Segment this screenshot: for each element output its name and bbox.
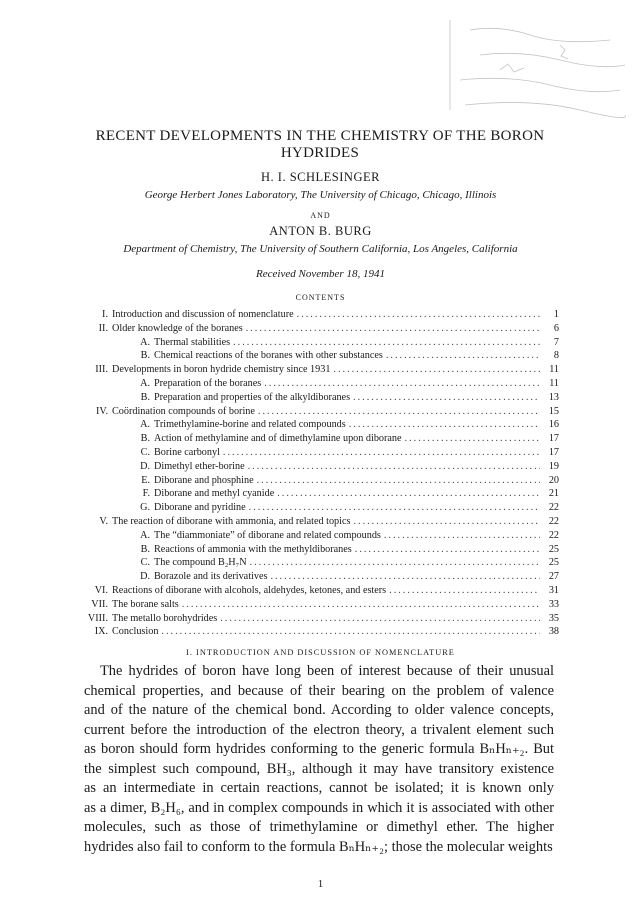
toc-leader-dots bbox=[250, 557, 540, 568]
toc-page-number: 1 bbox=[553, 309, 559, 320]
toc-leader-dots bbox=[384, 530, 540, 541]
toc-leader-dots bbox=[405, 433, 540, 444]
toc-entry-title: Older knowledge of the boranes bbox=[112, 322, 243, 334]
toc-entry-title: Preparation of the boranes bbox=[154, 377, 262, 389]
toc-entry bbox=[84, 419, 559, 433]
toc-leader-dots bbox=[248, 461, 540, 472]
toc-subsection-letter: A. bbox=[140, 377, 150, 389]
body-line: molecules, such as those of trimethylamine or dimethyl ether. The higher bbox=[84, 819, 554, 835]
toc-entry-title: The “diammoniate” of diborane and related compounds bbox=[154, 529, 381, 541]
body-line: as an intermediate in certain reactions, cannot be isolated; it is known only bbox=[84, 780, 554, 796]
toc-entry bbox=[84, 626, 559, 640]
toc-subsection-letter: A. bbox=[140, 529, 150, 541]
toc-entry-title: Trimethylamine-borine and related compounds bbox=[154, 419, 346, 431]
toc-subsection-letter: G. bbox=[140, 502, 150, 514]
body-line: as boron should form hydrides conforming to the generic formula BₙHₙ₊₂. But bbox=[84, 741, 554, 757]
toc-page-number: 27 bbox=[548, 571, 559, 583]
toc-leader-dots bbox=[246, 323, 540, 334]
toc-entry-title: Action of methylamine and of dimethylamine upon diborane bbox=[154, 433, 402, 445]
toc-entry bbox=[84, 350, 559, 364]
body-line: the simplest such compound, BH₃, although it may have transitory existence bbox=[84, 760, 554, 777]
toc-section-number: VII. bbox=[91, 598, 108, 610]
toc-entry-title: Borine carbonyl bbox=[154, 446, 220, 458]
body-line: hydrides also fail to conform to the formula BₙHₙ₊₂; those the molecular weights bbox=[84, 838, 553, 855]
toc-leader-dots bbox=[161, 626, 540, 637]
toc-entry-title: The compound B₂H₇N bbox=[154, 557, 247, 569]
toc-page-number: 33 bbox=[548, 598, 559, 610]
toc-entry-title: Coördination compounds of borine bbox=[112, 405, 255, 417]
toc-entry bbox=[84, 406, 559, 420]
toc-entry bbox=[84, 461, 559, 475]
toc-section-number: V. bbox=[99, 515, 108, 527]
toc-section-number: IV. bbox=[96, 405, 108, 417]
toc-page-number: 13 bbox=[548, 391, 559, 403]
toc-leader-dots bbox=[333, 364, 540, 375]
toc-page-number: 20 bbox=[548, 474, 559, 486]
author-2: ANTON B. BURG bbox=[269, 224, 372, 238]
toc-entry-title: Chemical reactions of the boranes with other substances bbox=[154, 350, 383, 362]
toc-page-number: 22 bbox=[548, 529, 559, 541]
toc-subsection-letter: C. bbox=[140, 446, 150, 458]
section-heading: I. INTRODUCTION AND DISCUSSION OF NOMENCLATURE bbox=[186, 648, 455, 657]
toc-entry bbox=[84, 392, 559, 406]
toc-entry bbox=[84, 433, 559, 447]
author-1: H. I. SCHLESINGER bbox=[261, 170, 380, 184]
toc-entry bbox=[84, 323, 559, 337]
toc-entry-title: Thermal stabilities bbox=[154, 336, 231, 348]
title-line-2: HYDRIDES bbox=[280, 145, 360, 161]
body-line: chemical properties, and because of their bearing on the problem of valence bbox=[84, 682, 554, 699]
toc-leader-dots bbox=[223, 447, 540, 458]
toc-page-number: 16 bbox=[548, 419, 559, 431]
toc-entry bbox=[84, 544, 559, 558]
toc-entry bbox=[84, 585, 559, 599]
body-line: and of the nature of the chemical bond. According to older valence concepts, bbox=[84, 702, 554, 718]
toc-leader-dots bbox=[386, 350, 540, 361]
toc-subsection-letter: B. bbox=[140, 391, 150, 403]
toc-entry-title: Dimethyl ether-borine bbox=[154, 460, 245, 472]
body-line: The hydrides of boron have long been of interest because of their unusual bbox=[100, 663, 554, 679]
toc-page-number: 25 bbox=[548, 543, 559, 555]
toc-entry-title: The reaction of diborane with ammonia, and related topics bbox=[112, 515, 351, 527]
page-number: 1 bbox=[317, 878, 324, 890]
toc-subsection-letter: B. bbox=[140, 433, 150, 445]
toc-page-number: 35 bbox=[548, 612, 559, 624]
toc-page-number: 17 bbox=[548, 433, 559, 445]
toc-page-number: 8 bbox=[553, 350, 559, 362]
toc-page-number: 31 bbox=[548, 584, 559, 596]
toc-leader-dots bbox=[353, 516, 540, 527]
toc-entry bbox=[84, 309, 559, 323]
toc-page-number: 17 bbox=[548, 446, 559, 458]
toc-section-number: I. bbox=[102, 309, 108, 320]
toc-page-number: 22 bbox=[548, 515, 559, 527]
body-paragraph bbox=[84, 662, 554, 857]
toc-leader-dots bbox=[270, 571, 540, 582]
toc-page-number: 6 bbox=[553, 322, 559, 334]
toc-page-number: 22 bbox=[548, 502, 559, 514]
toc-entry-title: Reactions of diborane with alcohols, aldehydes, ketones, and esters bbox=[112, 584, 387, 596]
toc-subsection-letter: A. bbox=[140, 419, 150, 431]
toc-entry bbox=[84, 378, 559, 392]
toc-entry-title: Developments in boron hydride chemistry since 1931 bbox=[112, 364, 331, 376]
toc-leader-dots bbox=[233, 337, 540, 348]
toc-entry bbox=[84, 530, 559, 544]
toc-section-number: VIII. bbox=[87, 612, 108, 624]
toc-entry bbox=[84, 447, 559, 461]
toc-entry-title: Diborane and pyridine bbox=[154, 502, 246, 514]
toc-entry-title: Diborane and methyl cyanide bbox=[154, 488, 275, 500]
toc-entry-title: Reactions of ammonia with the methyldiboranes bbox=[154, 543, 352, 555]
toc-section-number: IX. bbox=[94, 626, 108, 638]
author-conjunction: AND bbox=[310, 211, 331, 220]
toc-subsection-letter: F. bbox=[142, 488, 150, 500]
toc-leader-dots bbox=[297, 309, 540, 320]
toc-leader-dots bbox=[264, 378, 540, 389]
toc-entry bbox=[84, 364, 559, 378]
toc-leader-dots bbox=[257, 475, 540, 486]
affiliation-1: George Herbert Jones Laboratory, The University of Chicago, Chicago, Illinois bbox=[144, 189, 497, 201]
toc-subsection-letter: C. bbox=[140, 557, 150, 569]
toc-section-number: III. bbox=[95, 364, 108, 376]
toc-page-number: 38 bbox=[548, 626, 559, 638]
library-stamp-icon bbox=[440, 10, 630, 130]
toc-entry-title: Conclusion bbox=[112, 626, 159, 638]
toc-page-number: 11 bbox=[549, 364, 559, 376]
received-date: Received November 18, 1941 bbox=[256, 268, 385, 280]
toc-subsection-letter: D. bbox=[140, 460, 150, 472]
toc-leader-dots bbox=[353, 392, 540, 403]
toc-subsection-letter: A. bbox=[140, 336, 150, 348]
toc-section-number: VI. bbox=[94, 584, 108, 596]
toc-entry bbox=[84, 599, 559, 613]
toc-entry-title: Preparation and properties of the alkyldiboranes bbox=[154, 391, 351, 403]
toc-entry bbox=[84, 502, 559, 516]
toc-leader-dots bbox=[258, 406, 540, 417]
toc-entry-title: Diborane and phosphine bbox=[154, 474, 254, 486]
toc-entry bbox=[84, 488, 559, 502]
toc-page-number: 15 bbox=[548, 405, 559, 417]
toc-leader-dots bbox=[277, 488, 540, 499]
toc-subsection-letter: B. bbox=[140, 543, 150, 555]
toc-entry bbox=[84, 613, 559, 627]
toc-entry-title: The borane salts bbox=[112, 598, 179, 610]
toc-subsection-letter: D. bbox=[140, 571, 150, 583]
toc-entry bbox=[84, 557, 559, 571]
toc-page-number: 11 bbox=[549, 377, 559, 389]
toc-entry bbox=[84, 571, 559, 585]
paper-title bbox=[60, 128, 580, 162]
toc-page-number: 25 bbox=[548, 557, 559, 569]
toc-page-number: 19 bbox=[548, 460, 559, 472]
toc-entry bbox=[84, 337, 559, 351]
title-line-1: RECENT DEVELOPMENTS IN THE CHEMISTRY OF THE BORON bbox=[95, 128, 545, 144]
body-line: current before the introduction of the electron theory, a trivalent element such bbox=[84, 721, 554, 738]
body-line: as a dimer, B₂H₆, and in complex compounds in which it is associated with other bbox=[84, 799, 554, 816]
toc-leader-dots bbox=[349, 419, 540, 430]
toc-section-number: II. bbox=[98, 322, 108, 334]
affiliation-2: Department of Chemistry, The University of Southern California, Los Angeles, California bbox=[123, 243, 518, 255]
table-of-contents bbox=[84, 309, 559, 640]
toc-subsection-letter: E. bbox=[141, 474, 150, 486]
toc-entry-title: Borazole and its derivatives bbox=[154, 571, 268, 583]
toc-leader-dots bbox=[355, 544, 540, 555]
contents-heading: CONTENTS bbox=[295, 293, 346, 302]
toc-entry bbox=[84, 516, 559, 530]
toc-leader-dots bbox=[220, 613, 540, 624]
toc-leader-dots bbox=[249, 502, 540, 513]
toc-entry bbox=[84, 475, 559, 489]
toc-entry-title: The metallo borohydrides bbox=[112, 612, 218, 624]
toc-subsection-letter: B. bbox=[140, 350, 150, 362]
toc-leader-dots bbox=[389, 585, 540, 596]
toc-page-number: 21 bbox=[548, 488, 559, 500]
toc-leader-dots bbox=[182, 599, 540, 610]
toc-page-number: 7 bbox=[553, 336, 559, 348]
toc-entry-title: Introduction and discussion of nomenclature bbox=[112, 309, 294, 320]
